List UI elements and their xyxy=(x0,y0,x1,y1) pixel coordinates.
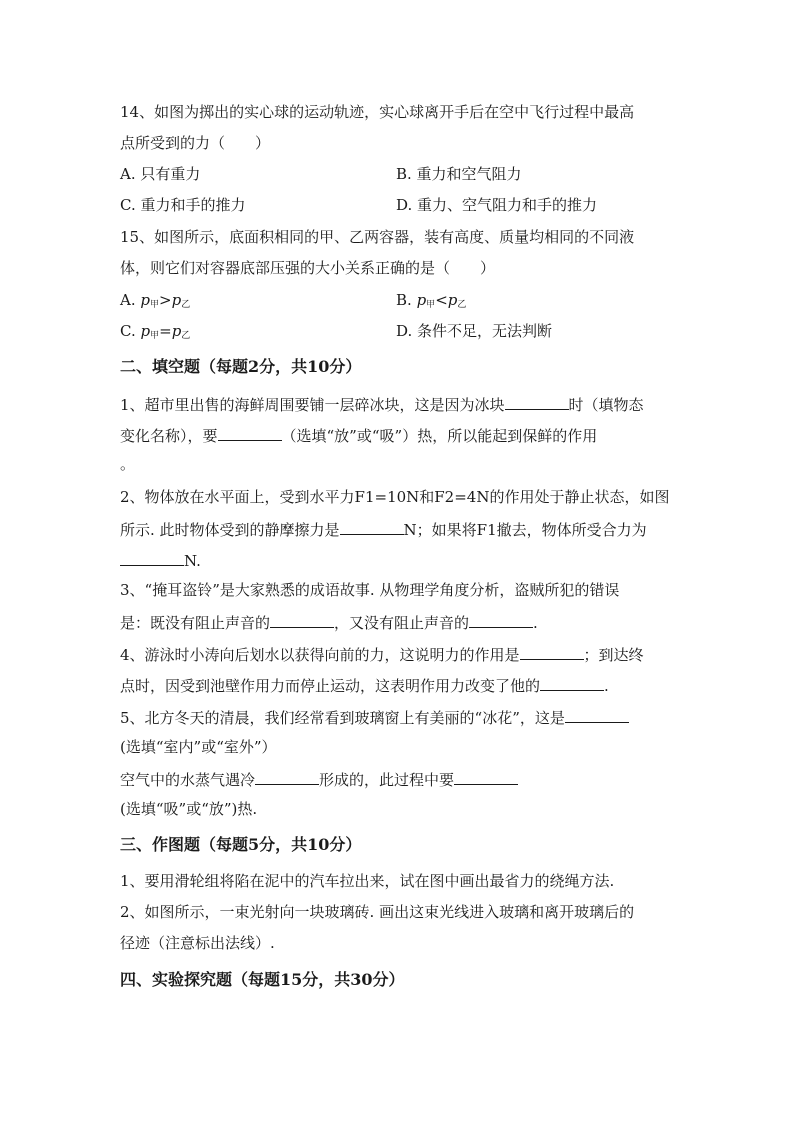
q15-stem-line2: 体，则它们对容器底部压强的大小关系正确的是（ ） xyxy=(120,259,496,277)
s3-q2-line2: 径迹（注意标出法线）. xyxy=(120,934,275,952)
s2-q1-line1 xyxy=(120,393,644,415)
s2-q3-line1: 3、“掩耳盗铃”是大家熟悉的成语故事. 从物理学角度分析，盗贼所犯的错误 xyxy=(120,581,620,599)
s2-q5-line4: (选填“吸”或“放”)热. xyxy=(120,800,258,818)
answer-blank[interactable] xyxy=(340,518,404,535)
q14-stem-line2: 点所受到的力（ ） xyxy=(120,134,271,152)
q14-option-a: A. 只有重力 xyxy=(120,165,201,183)
answer-blank[interactable] xyxy=(505,393,569,410)
section3-title: 三、作图题（每题5分，共10分） xyxy=(120,835,362,854)
text: 空气中的水蒸气遇冷 xyxy=(120,771,256,789)
text: 形成的，此过程中要 xyxy=(319,771,455,789)
text: ，又没有阻止声音的 xyxy=(334,614,470,632)
s2-q2-line2 xyxy=(120,518,647,540)
pressure-symbol: p xyxy=(171,322,182,340)
s2-q4-line2 xyxy=(120,674,609,696)
s2-q5-line1 xyxy=(120,706,629,728)
text: ；到达终 xyxy=(583,646,644,664)
s2-q4-line1 xyxy=(120,643,644,665)
section2-title: 二、填空题（每题2分，共10分） xyxy=(120,357,362,376)
s2-q2-line1: 2、物体放在水平面上，受到水平力F1=10N和F2=4N的作用处于静止状态，如图 xyxy=(120,488,670,506)
text: N；如果将F1撤去，物体所受合力为 xyxy=(403,521,647,539)
pressure-symbol: p xyxy=(140,291,150,309)
text: 5、北方冬天的清晨，我们经常看到玻璃窗上有美丽的“冰花”，这是 xyxy=(120,709,565,727)
subscript-yi: 乙 xyxy=(457,300,467,310)
text: 是：既没有阻止声音的 xyxy=(120,614,271,632)
section4-title: 四、实验探究题（每题15分，共30分） xyxy=(120,970,405,989)
relation-symbol: < xyxy=(435,291,448,309)
s3-q2-line1: 2、如图所示，一束光射向一块玻璃砖. 画出这束光线进入玻璃和离开玻璃后的 xyxy=(120,903,635,921)
answer-blank[interactable] xyxy=(454,768,518,785)
relation-symbol: > xyxy=(159,291,172,309)
option-prefix: C. xyxy=(120,322,141,340)
q15-option-b xyxy=(396,290,466,315)
q14-option-b: B. 重力和空气阻力 xyxy=(396,165,522,183)
answer-blank[interactable] xyxy=(255,768,319,785)
q15-option-a xyxy=(120,290,190,315)
subscript-jia: 甲 xyxy=(150,331,160,341)
s2-q5-line3 xyxy=(120,768,518,790)
answer-blank[interactable] xyxy=(120,549,184,566)
s2-q1-line3: 。 xyxy=(120,455,136,473)
text: 所示. 此时物体受到的静摩擦力是 xyxy=(120,521,340,539)
answer-blank[interactable] xyxy=(565,706,629,723)
s3-q1-line1: 1、要用滑轮组将陷在泥中的汽车拉出来，试在图中画出最省力的绕绳方法. xyxy=(120,872,615,890)
relation-symbol: = xyxy=(159,322,172,340)
option-prefix: B. xyxy=(396,291,417,309)
text: 点时，因受到池壁作用力而停止运动，这表明作用力改变了他的 xyxy=(120,677,541,695)
text: . xyxy=(604,677,609,695)
q14-option-d: D. 重力、空气阻力和手的推力 xyxy=(396,196,598,214)
q15-option-d: D. 条件不足，无法判断 xyxy=(396,322,553,340)
s2-q2-line3 xyxy=(120,549,201,571)
s2-q1-line2 xyxy=(120,424,597,446)
subscript-jia: 甲 xyxy=(149,300,159,310)
pressure-symbol: p xyxy=(140,322,151,340)
s2-q3-line2 xyxy=(120,611,538,633)
subscript-yi: 乙 xyxy=(181,331,191,341)
answer-blank[interactable] xyxy=(469,611,533,628)
subscript-jia: 甲 xyxy=(426,300,436,310)
pressure-symbol: p xyxy=(416,291,427,309)
text: . xyxy=(533,614,538,632)
pressure-symbol: p xyxy=(171,291,182,309)
text: 1、超市里出售的海鲜周围要铺一层碎冰块，这是因为冰块 xyxy=(120,396,505,414)
pressure-symbol: p xyxy=(447,291,458,309)
q15-option-c xyxy=(120,321,190,346)
subscript-yi: 乙 xyxy=(181,300,191,310)
answer-blank[interactable] xyxy=(540,674,604,691)
s2-q5-line2: (选填“室内”或“室外”） xyxy=(120,738,277,756)
q15-stem-line1: 15、如图所示，底面积相同的甲、乙两容器，装有高度、质量均相同的不同液 xyxy=(120,228,635,246)
text: 变化名称），要 xyxy=(120,427,218,445)
text: 时（填物态 xyxy=(568,396,644,414)
option-prefix: A. xyxy=(120,291,141,309)
text: N. xyxy=(184,552,201,570)
text: （选填“放”或“吸”）热，所以能起到保鲜的作用 xyxy=(281,427,598,445)
q14-stem-line1: 14、如图为掷出的实心球的运动轨迹，实心球离开手后在空中飞行过程中最高 xyxy=(120,103,635,121)
q14-option-c: C. 重力和手的推力 xyxy=(120,196,246,214)
answer-blank[interactable] xyxy=(218,424,282,441)
answer-blank[interactable] xyxy=(520,643,584,660)
answer-blank[interactable] xyxy=(270,611,334,628)
text: 4、游泳时小涛向后划水以获得向前的力，这说明力的作用是 xyxy=(120,646,520,664)
